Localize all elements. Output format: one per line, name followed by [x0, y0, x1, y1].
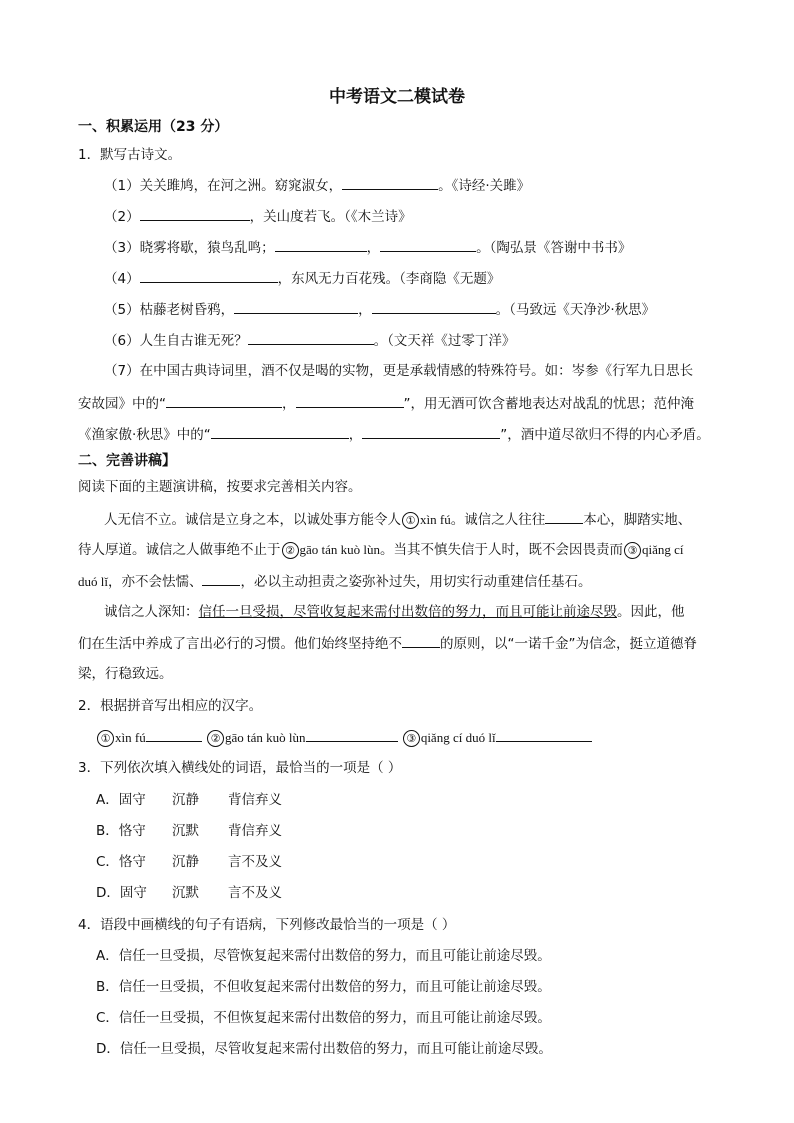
- q2-pinyin-3: qiǎng cí duó lǐ: [420, 730, 496, 745]
- passage-text: 本心，脚踏实地、: [583, 512, 692, 528]
- circle-number-1: ①: [402, 512, 419, 529]
- q1-item-7-comma: ，: [282, 396, 296, 412]
- q3-option-word: 沉静: [172, 792, 199, 808]
- answer-blank[interactable]: [296, 394, 404, 408]
- q1-item-7-text-a: 安故园》中的“: [78, 396, 166, 412]
- q1-item-7-line1: （7）在中国古典诗词里，酒不仅是喝的实物，更是承载情感的特殊符号。如：岑参《行军九日思长: [104, 363, 694, 379]
- passage-text: ，必以主动担责之姿弥补过失，用切实行动重建信任基石。: [240, 574, 592, 590]
- q1-item-3-text: （3）晓雾将歇，猿鸟乱鸣；: [104, 240, 275, 256]
- q1-item-6-text: （6）人生自古谁无死？: [104, 333, 248, 349]
- q1-item-7-comma2: ，: [348, 427, 363, 443]
- passage-text: 的原则，以“一诺千金”为信念，挺立道德脊: [440, 636, 697, 652]
- q3-option-d[interactable]: [96, 884, 282, 902]
- q3-option-label: A．固守: [96, 792, 146, 808]
- circle-number-1: ①: [97, 730, 114, 747]
- q3-option-word: 沉静: [172, 854, 199, 870]
- passage-p1-line1: [104, 510, 691, 529]
- q1-item-7-text-c: 《渔家傲·秋思》中的“: [78, 427, 211, 443]
- answer-blank[interactable]: [496, 728, 592, 742]
- answer-blank[interactable]: [306, 728, 398, 742]
- answer-blank[interactable]: [140, 207, 250, 221]
- q1-item-1: [104, 176, 530, 195]
- q1-item-3-source: 。（陶弘景《答谢中书书》: [476, 240, 632, 256]
- q3-option-label: C．恪守: [96, 854, 146, 870]
- q1-item-2-text: ，关山度若飞。（《木兰诗》: [249, 209, 412, 225]
- answer-blank[interactable]: [372, 300, 496, 314]
- circle-number-2: ②: [207, 730, 224, 747]
- q1-item-6: [104, 331, 515, 350]
- q1-item-7-line2: [78, 394, 694, 413]
- answer-blank[interactable]: [362, 425, 500, 439]
- answer-blank[interactable]: [545, 510, 583, 524]
- q4-option-c[interactable]: C．信任一旦受损，不但恢复起来需付出数倍的努力，而且可能让前途尽毁。: [96, 1010, 551, 1026]
- q4-option-d[interactable]: D．信任一旦受损，尽管收复起来需付出数倍的努力，而且可能让前途尽毁。: [96, 1041, 552, 1057]
- q3-option-label: B．恪守: [96, 823, 146, 839]
- q2-pinyin-1: xìn fú: [115, 730, 146, 745]
- pinyin-3b: duó lǐ: [78, 574, 108, 589]
- underlined-sentence: 信任一旦受损，尽管收复起来需付出数倍的努力，而且可能让前途尽毁: [198, 604, 617, 620]
- passage-p2-line2: [78, 634, 697, 653]
- q3-stem: 3．下列依次填入横线处的词语，最恰当的一项是（ ）: [78, 760, 402, 776]
- q1-item-2: [104, 207, 412, 226]
- answer-blank[interactable]: [342, 176, 438, 190]
- q3-option-word: 沉默: [172, 885, 199, 901]
- pinyin-3a: qiǎng cí: [642, 542, 684, 557]
- passage-text: 。诚信之人往往: [450, 512, 546, 528]
- circle-number-3: ③: [403, 730, 420, 747]
- q3-option-word: 言不及义: [228, 885, 282, 901]
- q2-answers: [96, 728, 592, 747]
- q1-item-4-text: ，东风无力百花残。（李商隐《无题》: [277, 271, 501, 287]
- q1-item-1-source: 。《诗经·关雎》: [438, 178, 531, 194]
- q3-option-a[interactable]: [96, 791, 282, 809]
- answer-blank[interactable]: [146, 728, 202, 742]
- q3-option-word: 背信弃义: [228, 823, 282, 839]
- section2-intro: 阅读下面的主题演讲稿，按要求完善相关内容。: [78, 479, 362, 495]
- q1-item-5-text: （5）枯藤老树昏鸦，: [104, 302, 235, 318]
- section1-heading: 一、积累运用（23 分）: [78, 119, 229, 135]
- q3-option-b[interactable]: [96, 822, 282, 840]
- pinyin-1: xìn fú: [420, 512, 451, 527]
- q2-stem: 2．根据拼音写出相应的汉字。: [78, 698, 263, 714]
- q1-item-6-source: 。（文天祥《过零丁洋》: [373, 333, 516, 349]
- circle-number-3: ③: [624, 542, 641, 559]
- q3-option-word: 背信弃义: [228, 792, 282, 808]
- answer-blank[interactable]: [380, 238, 476, 252]
- q1-item-3-comma: ，: [366, 240, 381, 256]
- passage-p2-line1: [104, 603, 685, 621]
- passage-text: 们在生活中养成了言出必行的习惯。他们始终坚持绝不: [78, 636, 402, 652]
- q1-item-5-source: 。（马致远《天净沙·秋思》: [495, 302, 656, 318]
- passage-text: 人无信不立。诚信是立身之本，以诚处事方能令人: [104, 512, 401, 528]
- answer-blank[interactable]: [275, 238, 367, 252]
- q1-item-7-line3: [78, 425, 710, 444]
- answer-blank[interactable]: [140, 269, 278, 283]
- q1-item-4: [104, 269, 500, 288]
- q4-stem: 4．语段中画横线的句子有语病，下列修改最恰当的一项是（ ）: [78, 917, 456, 933]
- q3-option-word: 言不及义: [228, 854, 282, 870]
- q1-item-1-text: （1）关关雎鸠，在河之洲。窈窕淑女，: [104, 178, 343, 194]
- q3-option-c[interactable]: [96, 853, 282, 871]
- answer-blank[interactable]: [402, 634, 440, 648]
- q1-item-2-label: （2）: [104, 209, 140, 225]
- answer-blank[interactable]: [211, 425, 349, 439]
- passage-text: 。因此，他: [617, 604, 685, 620]
- q3-option-label: D．固守: [96, 885, 147, 901]
- circle-number-2: ②: [282, 542, 299, 559]
- q1-stem: 1．默写古诗文。: [78, 147, 182, 163]
- q1-item-5: [104, 300, 655, 319]
- answer-blank[interactable]: [248, 331, 374, 345]
- q1-item-3: [104, 238, 631, 257]
- q2-pinyin-2: gāo tán kuò lùn: [225, 730, 306, 745]
- passage-text: 待人厚道。诚信之人做事绝不止于: [78, 542, 281, 558]
- answer-blank[interactable]: [234, 300, 358, 314]
- answer-blank[interactable]: [202, 572, 240, 586]
- q3-option-word: 沉默: [172, 823, 199, 839]
- pinyin-2: gāo tán kuò lùn: [299, 542, 381, 557]
- q1-item-5-comma: ，: [358, 302, 372, 318]
- q4-option-a[interactable]: A．信任一旦受损，尽管恢复起来需付出数倍的努力，而且可能让前途尽毁。: [96, 948, 551, 964]
- passage-p1-line2: [78, 541, 684, 559]
- answer-blank[interactable]: [166, 394, 282, 408]
- q1-item-4-label: （4）: [104, 271, 140, 287]
- passage-text: ，亦不会怯懦、: [107, 574, 203, 590]
- page-title: 中考语文二模试卷: [329, 87, 465, 107]
- passage-p1-line3: [78, 572, 591, 591]
- q4-option-b[interactable]: B．信任一旦受损，不但收复起来需付出数倍的努力，而且可能让前途尽毁。: [96, 979, 551, 995]
- passage-text: 。当其不慎失信于人时，既不会因畏责而: [380, 542, 624, 558]
- q1-item-7-text-d: ”，酒中道尽欲归不得的内心矛盾。: [500, 427, 710, 443]
- q1-item-7-text-b: ”，用无酒可饮含蓄地表达对战乱的忧思；范仲淹: [403, 396, 694, 412]
- section2-heading: 二、完善讲稿】: [78, 453, 176, 469]
- passage-text: 诚信之人深知：: [104, 604, 199, 620]
- passage-p2-line3: 梁，行稳致远。: [78, 666, 173, 682]
